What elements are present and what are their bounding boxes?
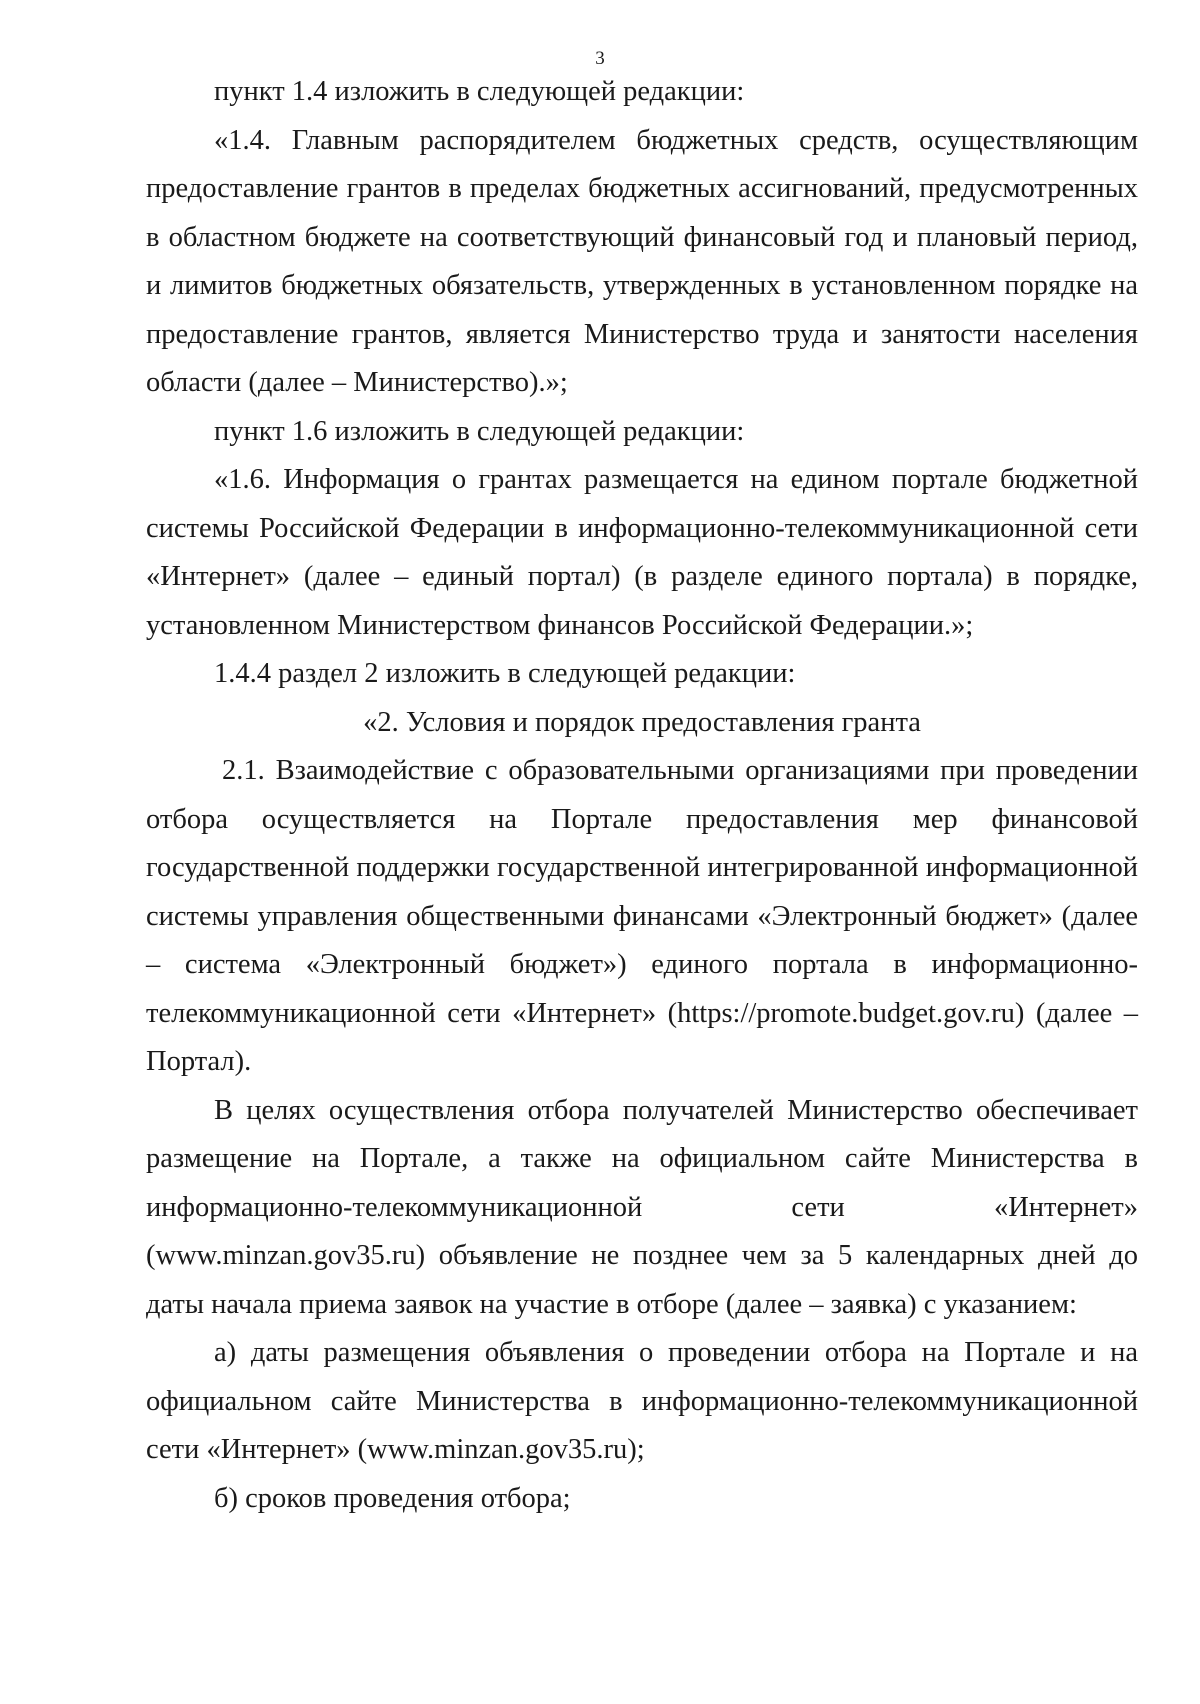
page-number: 3 — [595, 48, 605, 69]
list-item-a: а) даты размещения объявления о проведении отбора на Портале и на официальном сайте Министерства в информационно-телекоммуникационной сети «Интернет» (www.minzan.gov35.ru); — [146, 1337, 1138, 1465]
paragraph-selection-goals: В целях осуществления отбора получателей Министерство обеспечивает размещение на Портале, а также на официальном сайте Министерства в информационно-телекоммуникационной сети «Интернет» (www.minzan.gov35.ru) объявление не позднее чем за 5 календарных дней до даты начала приема заявок на участие в отборе (далее – заявка) с указанием: — [146, 1094, 1138, 1320]
paragraph-1-4-text: «1.4. Главным распорядителем бюджетных средств, осуществляющим предоставление грантов в пределах бюджетных ассигнований, предусмотренных в областном бюджете на соответствующий финансовый год и плановый период, и лимитов бюджетных обязательств, утвержденных в установленном порядке на предоставление грантов, является Министерство труда и занятости населения области (далее – Министерство).»; — [146, 124, 1138, 398]
list-item-b: б) сроков проведения отбора; — [214, 1482, 571, 1514]
section-2-heading: «2. Условия и порядок предоставления гранта — [363, 706, 921, 738]
paragraph-amend-1-6: пункт 1.6 изложить в следующей редакции: — [214, 415, 745, 447]
paragraph-amend-section-2: 1.4.4 раздел 2 изложить в следующей редакции: — [214, 658, 796, 689]
paragraph-2-1: 2.1. Взаимодействие с образовательными организациями при проведении отбора осуществляется на Портале предоставления мер финансовой государственной поддержки государственной интегрированной информационной системы управления общественными финансами «Электронный бюджет» (далее – система «Электронный бюджет») единого портала в информационно-телекоммуникационной сети «Интернет» (https://promote.budget.gov.ru) (далее – Портал). — [146, 755, 1138, 1077]
paragraph-amend-1-4: пункт 1.4 изложить в следующей редакции: — [214, 76, 745, 107]
document-body — [146, 68, 1138, 1523]
paragraph-1-6-text: «1.6. Информация о грантах размещается на едином портале бюджетной системы Российской Федерации в информационно-телекоммуникационной сети «Интернет» (далее – единый портал) (в разделе единого портала) в порядке, установленном Министерством финансов Российской Федерации.»; — [146, 464, 1138, 641]
